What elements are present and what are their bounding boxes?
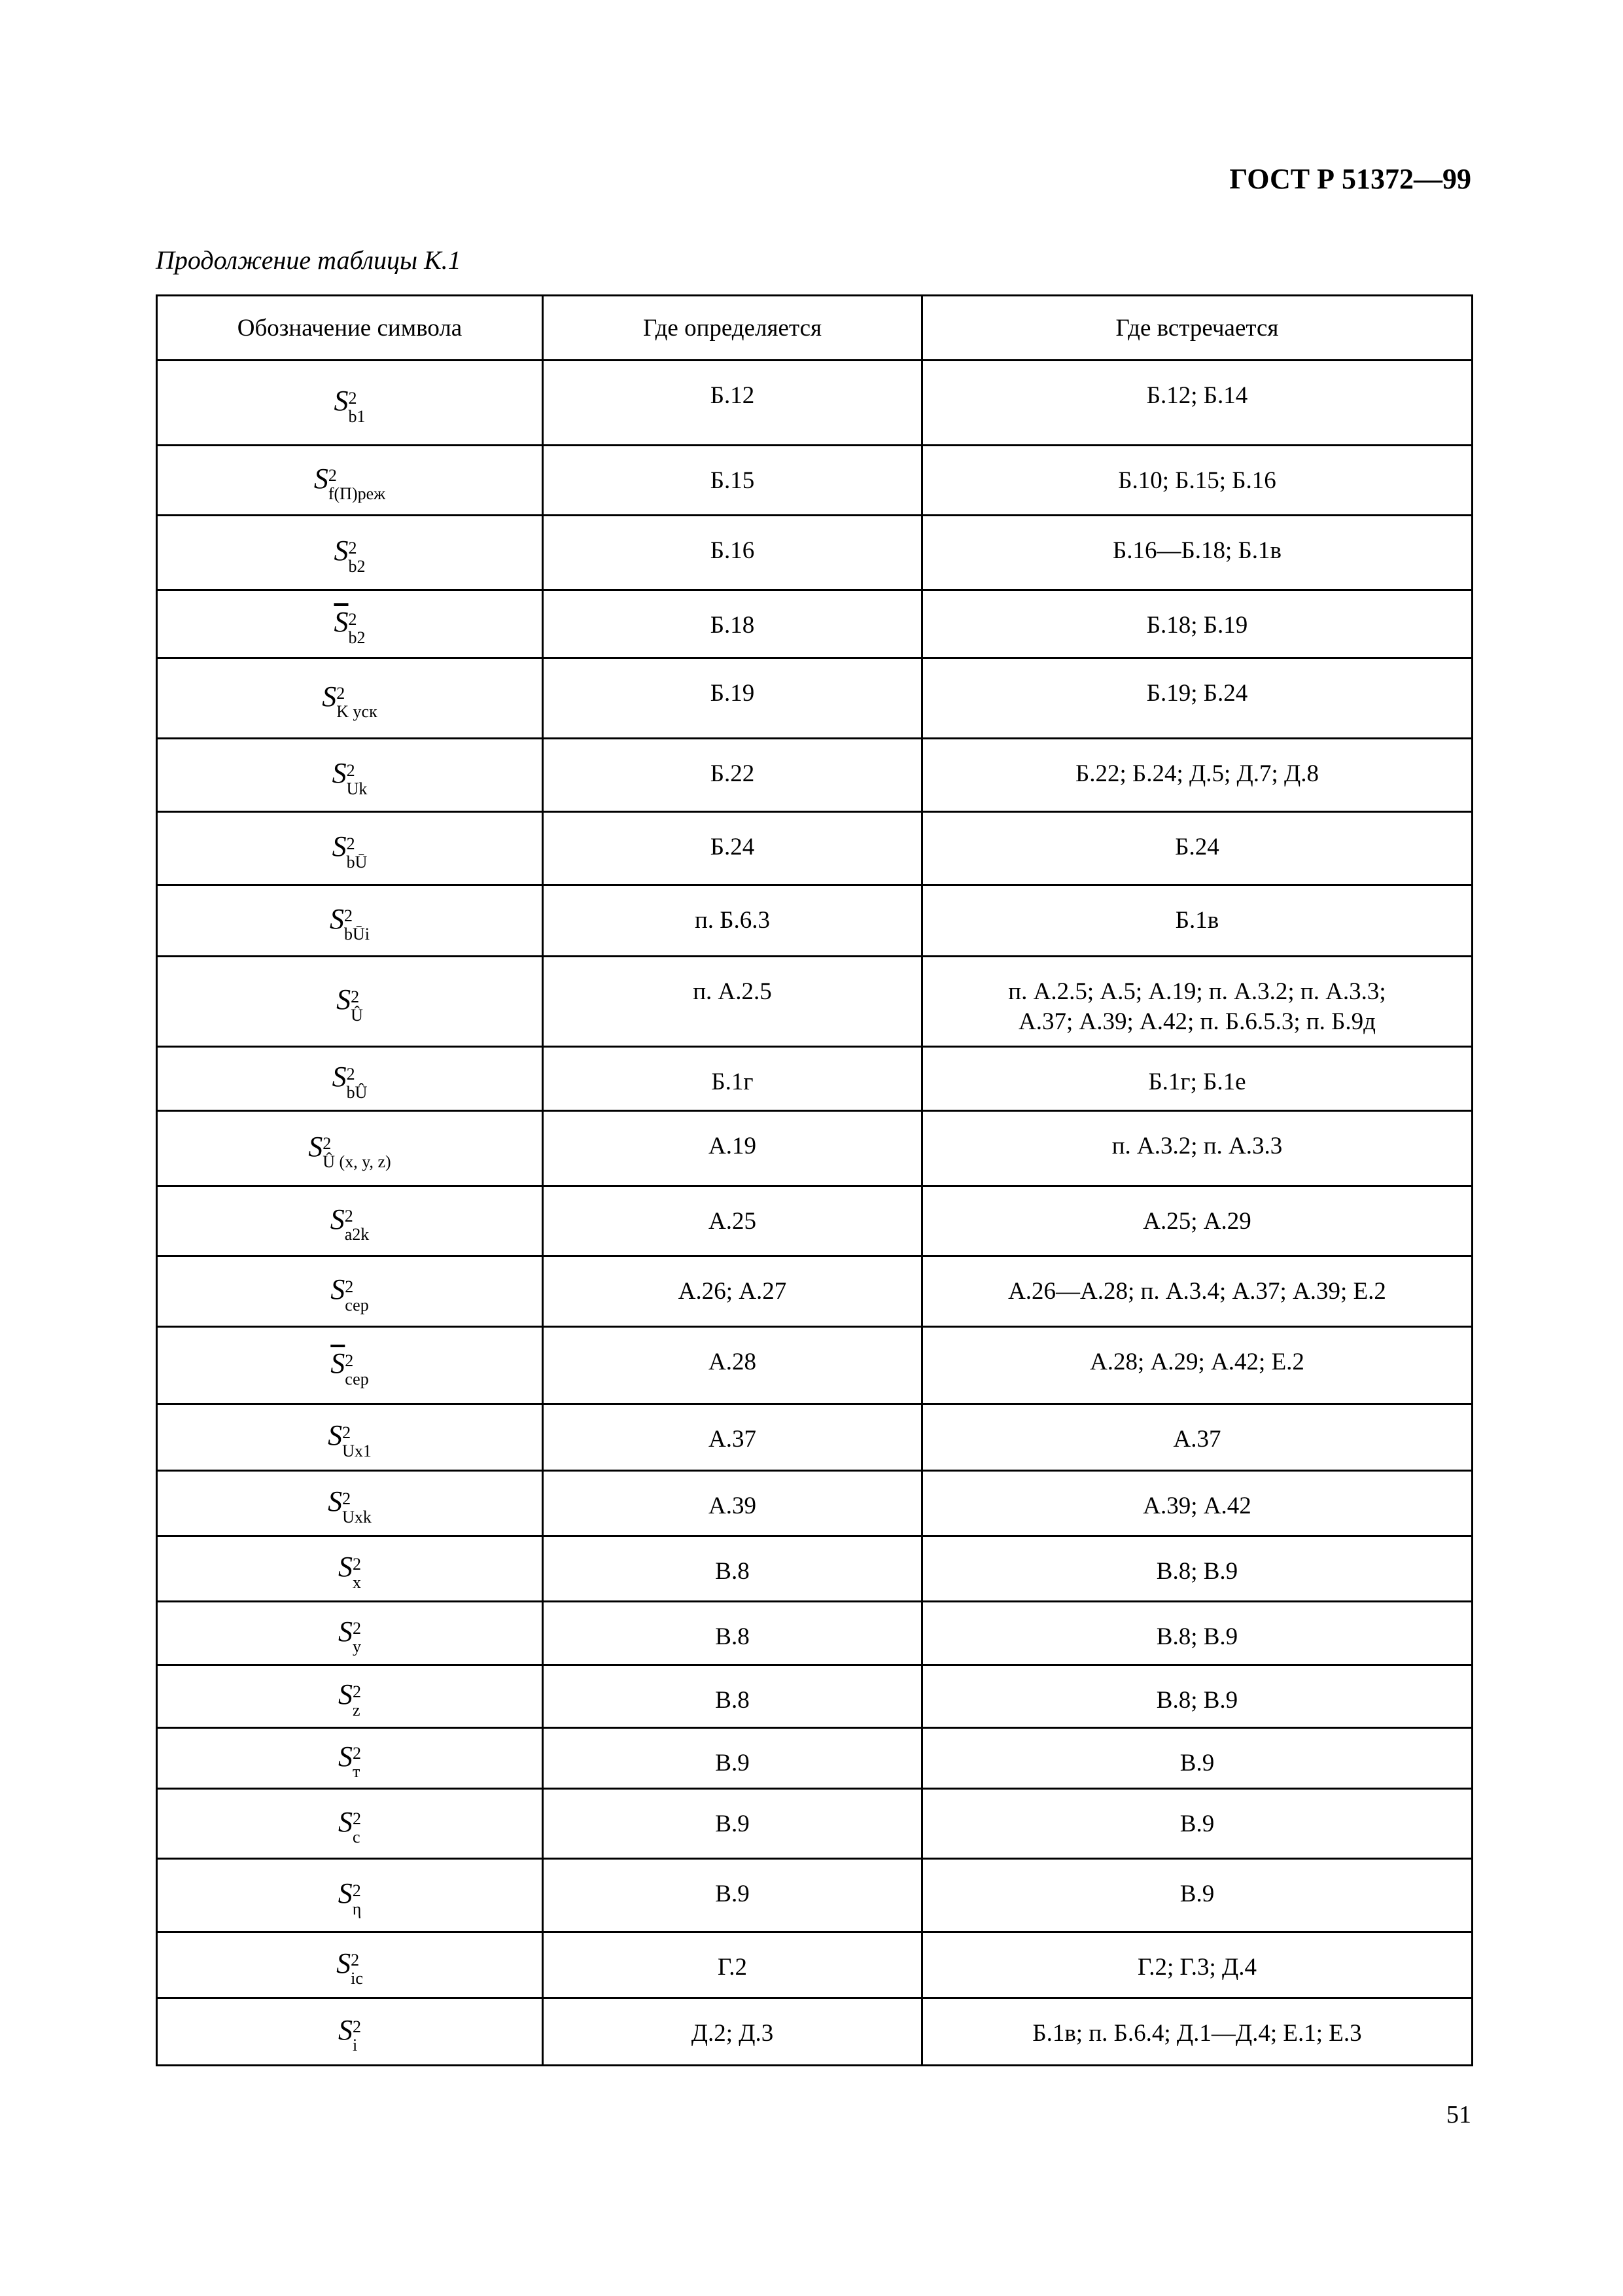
symbol-base: S bbox=[308, 1130, 323, 1163]
symbol-cell bbox=[157, 1602, 543, 1665]
column-header-occurs: Где встречается bbox=[922, 296, 1473, 361]
symbol-subscript: K уск bbox=[336, 702, 377, 722]
table-row bbox=[157, 446, 1473, 516]
symbol-subscript: Uxk bbox=[342, 1507, 372, 1527]
symbol-cell bbox=[157, 1186, 543, 1256]
symbol-base: S bbox=[336, 1947, 351, 1979]
defined-cell: В.9 bbox=[543, 1728, 922, 1789]
symbol-subscript: ic bbox=[351, 1969, 363, 1988]
symbol-superscript: 2 bbox=[351, 987, 360, 1006]
symbol-cell bbox=[157, 1327, 543, 1404]
symbol-subscript: сер bbox=[345, 1295, 369, 1315]
symbol-scripts bbox=[351, 989, 363, 1024]
symbol-cell bbox=[157, 1998, 543, 2066]
symbol-cell bbox=[157, 739, 543, 812]
table-row bbox=[157, 361, 1473, 446]
page-number: 51 bbox=[1446, 2101, 1471, 2128]
symbol-base: S bbox=[313, 462, 328, 495]
defined-cell: А.28 bbox=[543, 1327, 922, 1404]
occurs-cell: Б.24 bbox=[922, 812, 1473, 885]
symbol-subscript: i bbox=[353, 2036, 358, 2055]
table-row bbox=[157, 1932, 1473, 1998]
symbol-superscript: 2 bbox=[348, 388, 357, 408]
symbol-cell bbox=[157, 516, 543, 590]
defined-cell: Б.1г bbox=[543, 1047, 922, 1111]
symbol-base: S bbox=[328, 1419, 343, 1452]
symbol-scripts bbox=[323, 1135, 391, 1171]
symbol-scripts bbox=[349, 540, 366, 575]
symbol-subscript: η bbox=[352, 1899, 362, 1918]
defined-cell: А.39 bbox=[543, 1471, 922, 1536]
symbol-superscript: 2 bbox=[342, 1489, 351, 1508]
defined-cell: В.8 bbox=[543, 1602, 922, 1665]
symbol-subscript: bÛ bbox=[346, 1082, 368, 1102]
defined-cell: Б.18 bbox=[543, 590, 922, 658]
table-row bbox=[157, 1789, 1473, 1859]
symbol-base: S bbox=[330, 902, 344, 935]
symbol-subscript: т bbox=[353, 1762, 360, 1782]
occurs-cell: А.25; А.29 bbox=[922, 1186, 1473, 1256]
table-row bbox=[157, 590, 1473, 658]
symbol-cell bbox=[157, 1256, 543, 1327]
symbol-cell bbox=[157, 446, 543, 516]
occurs-cell: Б.1в; п. Б.6.4; Д.1—Д.4; Е.1; Е.3 bbox=[922, 1998, 1473, 2066]
symbol-superscript: 2 bbox=[336, 684, 345, 703]
symbol-superscript: 2 bbox=[353, 1554, 361, 1574]
symbol-superscript: 2 bbox=[342, 1422, 351, 1442]
symbol-superscript: 2 bbox=[353, 1682, 361, 1701]
symbol-subscript: Uk bbox=[346, 779, 368, 798]
table-caption: Продолжение таблицы К.1 bbox=[156, 245, 461, 275]
symbol-cell bbox=[157, 885, 543, 957]
table-row bbox=[157, 1665, 1473, 1728]
symbol-base: S bbox=[338, 1551, 353, 1583]
table-row bbox=[157, 1047, 1473, 1111]
defined-cell: Б.19 bbox=[543, 658, 922, 739]
defined-cell: Д.2; Д.3 bbox=[543, 1998, 922, 2066]
occurs-cell: В.8; В.9 bbox=[922, 1536, 1473, 1602]
symbol-scripts bbox=[347, 762, 368, 798]
symbol-scripts bbox=[347, 836, 368, 871]
column-header-symbol: Обозначение символа bbox=[157, 296, 543, 361]
defined-cell: Б.12 bbox=[543, 361, 922, 446]
occurs-cell: В.9 bbox=[922, 1728, 1473, 1789]
table-row bbox=[157, 1998, 1473, 2066]
symbol-superscript: 2 bbox=[351, 1951, 360, 1970]
symbol-scripts bbox=[342, 1424, 372, 1460]
symbol-base: S bbox=[338, 1877, 353, 1910]
occurs-cell: А.37 bbox=[922, 1404, 1473, 1471]
table-row bbox=[157, 1536, 1473, 1602]
symbol-superscript: 2 bbox=[353, 1744, 361, 1763]
symbol-cell bbox=[157, 1404, 543, 1471]
symbol-base: S bbox=[338, 1805, 353, 1838]
symbol-base: S bbox=[322, 680, 337, 713]
symbol-cell bbox=[157, 1932, 543, 1998]
symbol-base: S bbox=[332, 830, 347, 863]
occurs-cell: Б.1в bbox=[922, 885, 1473, 957]
defined-cell: В.9 bbox=[543, 1789, 922, 1859]
symbol-subscript: bŪi bbox=[344, 925, 370, 944]
symbol-subscript: f(П)реж bbox=[328, 484, 386, 504]
symbol-superscript: 2 bbox=[353, 2017, 361, 2037]
occurs-cell: Б.19; Б.24 bbox=[922, 658, 1473, 739]
symbol-superscript: 2 bbox=[353, 1619, 361, 1638]
occurs-cell: А.26—А.28; п. А.3.4; А.37; А.39; Е.2 bbox=[922, 1256, 1473, 1327]
symbol-scripts bbox=[353, 1882, 362, 1918]
symbol-scripts bbox=[345, 1352, 368, 1388]
occurs-cell: А.28; А.29; А.42; Е.2 bbox=[922, 1327, 1473, 1404]
symbol-subscript: сер bbox=[345, 1369, 369, 1388]
occurs-cell: В.8; В.9 bbox=[922, 1665, 1473, 1728]
symbol-subscript: a2k bbox=[344, 1225, 370, 1245]
symbol-superscript: 2 bbox=[352, 1881, 361, 1900]
symbol-scripts bbox=[353, 1556, 361, 1591]
symbol-base: $\overline{S}$ bbox=[330, 1347, 345, 1380]
occurs-cell: п. А.2.5; А.5; А.19; п. А.3.2; п. А.3.3; А.37; А.39; А.42; п. Б.6.5.3; п. Б.9д bbox=[922, 957, 1473, 1047]
symbol-base: S bbox=[330, 1273, 345, 1306]
defined-cell: В.9 bbox=[543, 1859, 922, 1932]
symbol-cell bbox=[157, 1728, 543, 1789]
symbol-cell bbox=[157, 957, 543, 1047]
table-row bbox=[157, 1186, 1473, 1256]
symbol-superscript: 2 bbox=[344, 1207, 353, 1226]
defined-cell: Б.15 bbox=[543, 446, 922, 516]
symbol-scripts bbox=[345, 1279, 368, 1314]
defined-cell: Б.24 bbox=[543, 812, 922, 885]
table-row bbox=[157, 812, 1473, 885]
occurs-cell: Б.12; Б.14 bbox=[922, 361, 1473, 446]
symbol-superscript: 2 bbox=[323, 1134, 332, 1154]
symbol-cell bbox=[157, 1471, 543, 1536]
symbol-base: S bbox=[332, 1061, 347, 1093]
defined-cell: Б.22 bbox=[543, 739, 922, 812]
occurs-cell: Б.10; Б.15; Б.16 bbox=[922, 446, 1473, 516]
occurs-cell: В.8; В.9 bbox=[922, 1602, 1473, 1665]
symbol-base: S bbox=[338, 1615, 353, 1648]
defined-cell: п. Б.6.3 bbox=[543, 885, 922, 957]
occurs-cell: п. А.3.2; п. А.3.3 bbox=[922, 1111, 1473, 1186]
table-row bbox=[157, 739, 1473, 812]
table-row bbox=[157, 1728, 1473, 1789]
symbol-superscript: 2 bbox=[353, 1809, 361, 1829]
defined-cell: В.8 bbox=[543, 1536, 922, 1602]
symbol-base: S bbox=[334, 535, 349, 567]
symbol-subscript: Û bbox=[351, 1005, 363, 1025]
symbol-subscript: Ux1 bbox=[342, 1441, 372, 1460]
symbol-superscript: 2 bbox=[346, 1064, 355, 1084]
table-row bbox=[157, 1327, 1473, 1404]
occurs-cell: А.39; А.42 bbox=[922, 1471, 1473, 1536]
symbol-cell bbox=[157, 590, 543, 658]
symbol-subscript: x bbox=[353, 1572, 361, 1592]
symbol-subscript: c bbox=[353, 1828, 360, 1847]
defined-cell: А.26; А.27 bbox=[543, 1256, 922, 1327]
symbol-subscript: b1 bbox=[348, 406, 366, 426]
document-code: ГОСТ Р 51372—99 bbox=[1229, 163, 1471, 195]
symbol-base: S bbox=[338, 1740, 353, 1773]
occurs-cell: Б.16—Б.18; Б.1в bbox=[922, 516, 1473, 590]
symbol-scripts bbox=[349, 390, 366, 425]
symbol-base: S bbox=[330, 1203, 345, 1235]
symbol-superscript: 2 bbox=[348, 609, 357, 629]
occurs-cell: Б.22; Б.24; Д.5; Д.7; Д.8 bbox=[922, 739, 1473, 812]
symbol-base: S bbox=[328, 1485, 343, 1518]
symbol-subscript: Û (x, y, z) bbox=[323, 1152, 391, 1172]
symbol-base: $\overline{S}$ bbox=[334, 606, 349, 639]
table-row bbox=[157, 1111, 1473, 1186]
table-row bbox=[157, 658, 1473, 739]
symbol-subscript: bŪ bbox=[346, 852, 368, 872]
symbol-scripts bbox=[349, 611, 366, 646]
symbol-subscript: b2 bbox=[348, 627, 366, 647]
symbol-base: S bbox=[338, 2013, 353, 2046]
defined-cell: А.25 bbox=[543, 1186, 922, 1256]
symbol-cell bbox=[157, 658, 543, 739]
symbol-scripts bbox=[328, 467, 385, 503]
table-row bbox=[157, 957, 1473, 1047]
symbol-scripts bbox=[353, 1745, 361, 1780]
symbol-scripts bbox=[353, 1810, 361, 1846]
occurs-cell: Б.18; Б.19 bbox=[922, 590, 1473, 658]
symbol-scripts bbox=[342, 1491, 372, 1526]
table-row bbox=[157, 516, 1473, 590]
symbol-superscript: 2 bbox=[346, 760, 355, 780]
occurs-cell: В.9 bbox=[922, 1859, 1473, 1932]
symbol-cell bbox=[157, 1789, 543, 1859]
symbol-cell bbox=[157, 1665, 543, 1728]
table-row bbox=[157, 1404, 1473, 1471]
symbol-superscript: 2 bbox=[328, 466, 337, 486]
symbol-superscript: 2 bbox=[345, 1277, 354, 1296]
table-row bbox=[157, 1859, 1473, 1932]
table-row bbox=[157, 1471, 1473, 1536]
symbol-superscript: 2 bbox=[348, 538, 357, 557]
table-row bbox=[157, 1602, 1473, 1665]
symbol-cell bbox=[157, 1111, 543, 1186]
defined-cell: В.8 bbox=[543, 1665, 922, 1728]
occurs-cell: Г.2; Г.3; Д.4 bbox=[922, 1932, 1473, 1998]
occurs-cell: В.9 bbox=[922, 1789, 1473, 1859]
defined-cell: Б.16 bbox=[543, 516, 922, 590]
defined-cell: п. А.2.5 bbox=[543, 957, 922, 1047]
symbol-cell bbox=[157, 1536, 543, 1602]
symbol-scripts bbox=[353, 2019, 361, 2054]
symbol-cell bbox=[157, 1047, 543, 1111]
symbol-base: S bbox=[338, 1678, 353, 1711]
symbol-base: S bbox=[336, 983, 351, 1016]
symbol-base: S bbox=[332, 757, 347, 790]
symbol-scripts bbox=[336, 685, 377, 720]
table-row bbox=[157, 885, 1473, 957]
defined-cell: Г.2 bbox=[543, 1932, 922, 1998]
symbol-scripts bbox=[351, 1952, 363, 1987]
symbol-cell bbox=[157, 1859, 543, 1932]
occurs-cell: Б.1г; Б.1е bbox=[922, 1047, 1473, 1111]
symbol-superscript: 2 bbox=[346, 834, 355, 853]
symbol-subscript: b2 bbox=[348, 556, 366, 576]
defined-cell: А.37 bbox=[543, 1404, 922, 1471]
column-header-defined: Где определяется bbox=[543, 296, 922, 361]
symbol-subscript: y bbox=[353, 1637, 361, 1657]
symbols-table bbox=[156, 294, 1473, 2066]
symbol-cell bbox=[157, 361, 543, 446]
symbol-subscript: z bbox=[353, 1700, 360, 1720]
symbol-cell bbox=[157, 812, 543, 885]
symbol-scripts bbox=[347, 1066, 368, 1101]
defined-cell: А.19 bbox=[543, 1111, 922, 1186]
symbol-scripts bbox=[353, 1620, 361, 1655]
symbol-superscript: 2 bbox=[345, 1351, 354, 1370]
symbol-scripts bbox=[353, 1684, 361, 1719]
table-header-row bbox=[157, 296, 1473, 361]
symbol-scripts bbox=[345, 1208, 370, 1243]
symbol-base: S bbox=[334, 385, 349, 417]
table-row bbox=[157, 1256, 1473, 1327]
symbol-scripts bbox=[344, 908, 370, 943]
symbol-superscript: 2 bbox=[344, 906, 353, 926]
